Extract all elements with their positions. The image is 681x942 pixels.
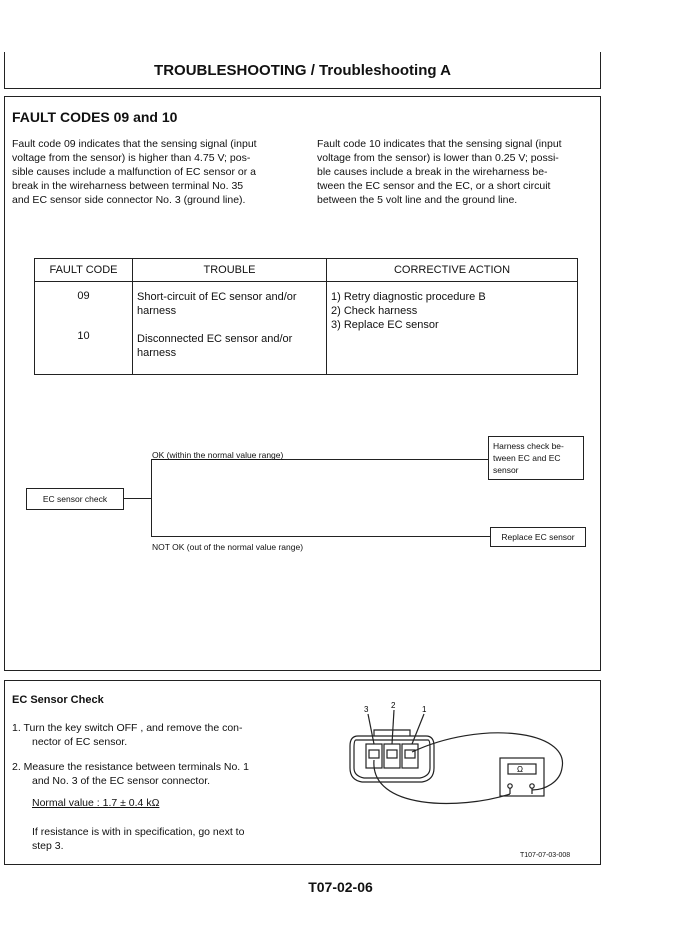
step-2 bbox=[12, 760, 292, 788]
ec-check-title: EC Sensor Check bbox=[12, 694, 104, 706]
replace-ec-sensor-box: Replace EC sensor bbox=[490, 527, 586, 547]
text-line: tween EC and EC bbox=[493, 453, 561, 463]
trouble-cell bbox=[133, 282, 327, 375]
header-fault-code: FAULT CODE bbox=[35, 259, 133, 282]
terminal-2-pin bbox=[387, 750, 397, 758]
text-line: Harness check be- bbox=[493, 441, 564, 451]
terminal-label: 2 bbox=[391, 701, 396, 710]
flow-ng-line bbox=[151, 536, 490, 537]
fault-10-description bbox=[317, 137, 585, 207]
ok-label: OK (within the normal value range) bbox=[152, 450, 284, 460]
table-row bbox=[35, 282, 578, 375]
text-line: tween the EC sensor and the EC, or a short circuit bbox=[317, 180, 551, 192]
harness-check-box bbox=[488, 436, 584, 480]
table-header-row bbox=[35, 259, 578, 282]
text-line: between the 5 volt line and the ground line. bbox=[317, 194, 518, 206]
text-line: ble causes include a break in the wireharness be- bbox=[317, 166, 548, 178]
fault-09-description bbox=[12, 137, 280, 207]
text-line: step 3. bbox=[32, 840, 64, 852]
leader-2 bbox=[392, 710, 394, 744]
text-line: and EC sensor side connector No. 3 (ground line). bbox=[12, 194, 246, 206]
fault-code-value: 09 bbox=[77, 290, 90, 302]
terminal-1-cavity bbox=[402, 744, 418, 768]
meter-terminal-icon bbox=[530, 784, 534, 788]
text-line: 1. Turn the key switch OFF , and remove the con- bbox=[12, 722, 243, 734]
ec-sensor-check-box: EC sensor check bbox=[26, 488, 124, 510]
flow-branch-vertical bbox=[151, 459, 152, 537]
ec-sensor-connector-diagram bbox=[340, 690, 590, 820]
terminal-label: 1 bbox=[422, 705, 427, 714]
trouble-text: Disconnected EC sensor and/or bbox=[137, 333, 293, 345]
header-corrective-action: CORRECTIVE ACTION bbox=[327, 259, 578, 282]
normal-value: Normal value : 1.7 ± 0.4 kΩ bbox=[32, 797, 160, 809]
meter-terminal-icon bbox=[508, 784, 512, 788]
page-number: T07-02-06 bbox=[308, 879, 373, 895]
text-line: 2. Measure the resistance between terminals No. 1 bbox=[12, 761, 249, 773]
connector-housing-inner bbox=[354, 740, 430, 778]
header-bottom-rule bbox=[4, 88, 601, 89]
header-trouble: TROUBLE bbox=[133, 259, 327, 282]
action-item: 3) Replace EC sensor bbox=[331, 319, 439, 331]
fault-codes-title: FAULT CODES 09 and 10 bbox=[12, 109, 178, 125]
trouble-text: Short-circuit of EC sensor and/or bbox=[137, 291, 297, 303]
flow-connector bbox=[124, 498, 152, 499]
trouble-text: harness bbox=[137, 305, 177, 317]
text-line: Fault code 09 indicates that the sensing signal (input bbox=[12, 138, 257, 150]
fault-code-table bbox=[34, 258, 578, 375]
ohm-symbol: Ω bbox=[517, 765, 523, 774]
text-line: sensor bbox=[493, 465, 519, 475]
text-line: nector of EC sensor. bbox=[32, 736, 128, 748]
fault-code-cell bbox=[35, 282, 133, 375]
step-1 bbox=[12, 721, 292, 749]
corrective-action-cell bbox=[327, 282, 578, 375]
text-line: break in the wireharness between terminal No. 35 bbox=[12, 180, 244, 192]
resistance-note bbox=[32, 825, 302, 853]
terminal-3-pin bbox=[369, 750, 379, 758]
page-title: TROUBLESHOOTING / Troubleshooting A bbox=[154, 62, 451, 79]
not-ok-label: NOT OK (out of the normal value range) bbox=[152, 542, 304, 552]
text-line: voltage from the sensor) is lower than 0.25 V; possi- bbox=[317, 152, 559, 164]
terminal-label: 3 bbox=[364, 705, 369, 714]
text-line: Fault code 10 indicates that the sensing signal (input bbox=[317, 138, 562, 150]
text-line: If resistance is with in specification, go next to bbox=[32, 826, 245, 838]
fault-code-value: 10 bbox=[77, 330, 90, 342]
action-item: 1) Retry diagnostic procedure B bbox=[331, 291, 486, 303]
action-item: 2) Check harness bbox=[331, 305, 418, 317]
figure-id: T107-07-03-008 bbox=[520, 852, 571, 859]
text-line: sible causes include a malfunction of EC sensor or a bbox=[12, 166, 256, 178]
terminal-2-cavity bbox=[384, 744, 400, 768]
trouble-text: harness bbox=[137, 347, 177, 359]
text-line: and No. 3 of the EC sensor connector. bbox=[32, 775, 211, 787]
text-line: voltage from the sensor) is higher than 4.75 V; pos- bbox=[12, 152, 251, 164]
